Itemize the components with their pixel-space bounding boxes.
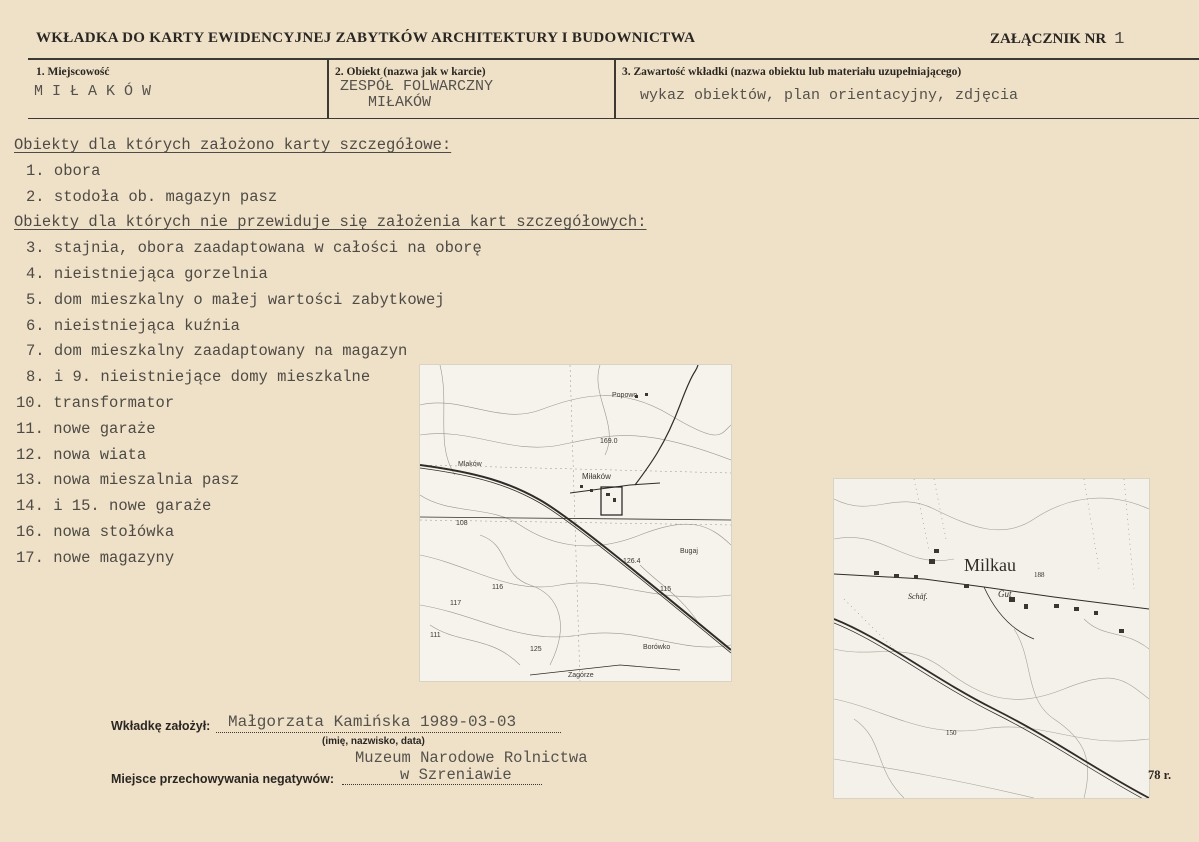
negatives-label: Miejsce przechowywania negatywów: <box>111 772 334 786</box>
map-label: 117 <box>450 600 462 607</box>
object-label: 2. Obiekt (nazwa jak w karcie) <box>335 66 486 78</box>
list-item: 13. nowa mieszalnia pasz <box>16 471 240 490</box>
list-item: 11. nowe garaże <box>16 419 156 438</box>
list-item: 17. nowe magazyny <box>16 548 175 567</box>
map-label: 125 <box>530 646 542 653</box>
no-cards-heading: Obiekty dla których nie przewiduje się założenia kart szczegółowych: <box>14 213 647 232</box>
map-label: 115 <box>660 586 672 593</box>
list-item: 10. transformator <box>16 393 175 412</box>
list-item: 1. obora <box>26 161 101 180</box>
attachment-number <box>990 30 1124 49</box>
map-label: 111 <box>430 632 441 639</box>
locality-label: 1. Miejscowość <box>36 66 110 78</box>
object-value-line1: ZESPÓŁ FOLWARCZNY <box>340 78 494 95</box>
list-item: 16. nowa stołówka <box>16 522 175 541</box>
map-label: Gut <box>998 589 1012 599</box>
list-item: 14. i 15. nowe garaże <box>16 497 212 516</box>
founder-value: Małgorzata Kamińska 1989-03-03 <box>228 713 517 731</box>
negatives-value-line1: Muzeum Narodowe Rolnictwa <box>355 749 588 767</box>
map-label: Miłaków <box>582 472 611 481</box>
list-item: 12. nowa wiata <box>16 445 147 464</box>
list-item: 3. stajnia, obora zaadaptowana w całości na oborę <box>26 239 482 258</box>
list-item: 4. nieistniejąca gorzelnia <box>26 264 268 283</box>
map-label: Borówko <box>643 644 671 651</box>
map-label: Mlaków <box>458 461 482 468</box>
map-label: Zagórze <box>568 672 594 679</box>
map-label: 188 <box>1034 571 1045 579</box>
object-value-line2: MIŁAKÓW <box>368 94 432 111</box>
founder-label: Wkładkę założył: <box>111 719 211 733</box>
map-label: 108 <box>456 520 468 527</box>
list-item: 5. dom mieszkalny o małej wartości zabytkowej <box>26 290 445 309</box>
orientation-map-historical <box>833 478 1150 799</box>
map-label: Bugaj <box>680 548 698 555</box>
contents-value: wykaz obiektów, plan orientacyjny, zdjęcia <box>640 87 1019 104</box>
card-title: WKŁADKA DO KARTY EWIDENCYJNEJ ZABYTKÓW ARCHITEKTURY I BUDOWNICTWA <box>36 30 696 46</box>
list-item: 2. stodoła ob. magazyn pasz <box>26 187 278 206</box>
list-item: 7. dom mieszkalny zaadaptowany na magazyn <box>26 342 408 361</box>
map-label: 126.4 <box>623 558 641 565</box>
negatives-dotted-line <box>342 784 542 785</box>
list-item: 8. i 9. nieistniejące domy mieszkalne <box>26 368 371 387</box>
attachment-label: ZAŁĄCZNIK NR <box>990 31 1107 47</box>
orientation-map-drawing <box>420 365 731 681</box>
field-divider-1 <box>327 60 329 118</box>
orientation-map-modern <box>419 364 732 682</box>
map-label: Milkau <box>964 555 1016 575</box>
locality-value: MIŁAKÓW <box>34 83 161 100</box>
negatives-value-line2: w Szreniawie <box>400 766 512 784</box>
list-item: 6. nieistniejąca kuźnia <box>26 316 240 335</box>
contents-label: 3. Zawartość wkładki (nazwa obiektu lub materiału uzupełniającego) <box>622 66 962 78</box>
founder-dotted-line <box>216 732 561 733</box>
map-label: 169.0 <box>600 438 618 445</box>
field-divider-2 <box>614 60 616 118</box>
detailed-cards-heading: Obiekty dla których założono karty szczegółowe: <box>14 136 452 154</box>
map-label: 150 <box>946 729 957 737</box>
year-suffix: 78 r. <box>1148 768 1172 782</box>
map-label: Popowo <box>612 392 638 399</box>
founder-hint: (imię, nazwisko, data) <box>322 736 425 747</box>
fields-bottom-rule <box>28 118 1199 119</box>
historical-map-drawing <box>834 479 1149 798</box>
map-label: 116 <box>492 584 504 591</box>
map-label: Schäf. <box>908 592 928 601</box>
attachment-number-value: 1 <box>1114 30 1125 49</box>
